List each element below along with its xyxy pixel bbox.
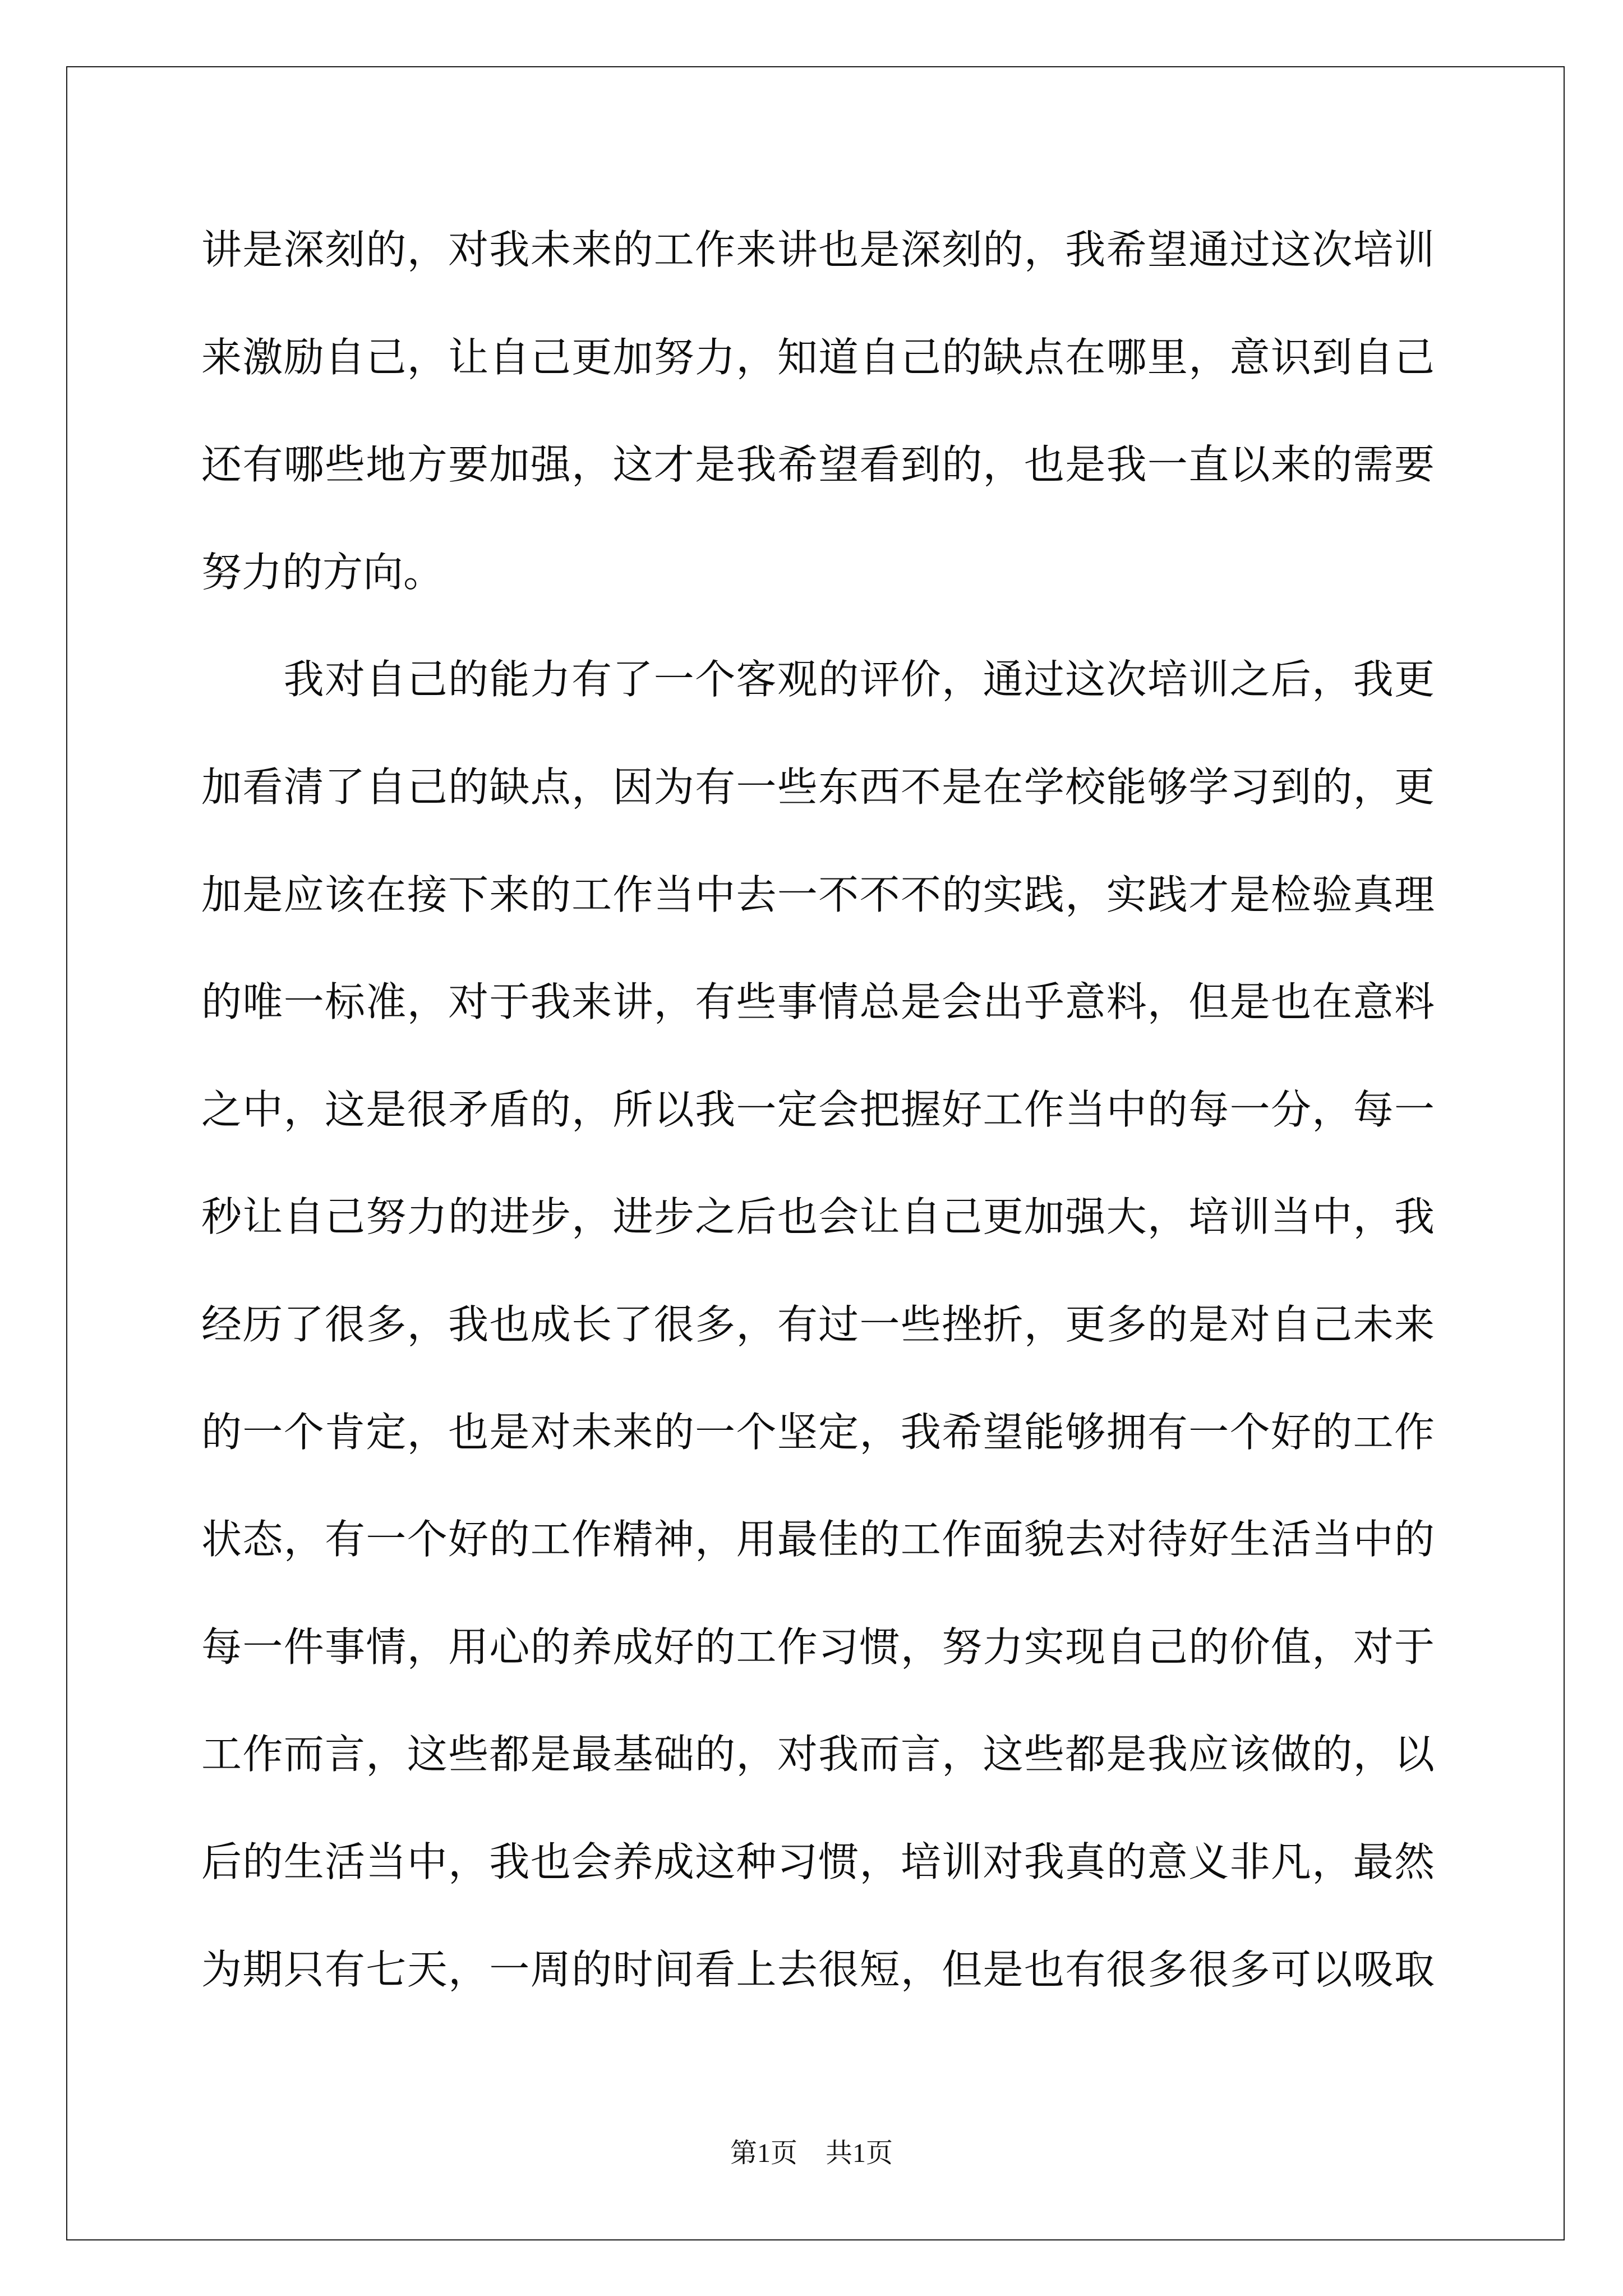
text-line: 为期只有七天，一周的时间看上去很短，但是也有很多很多可以吸取	[201, 1945, 1435, 1993]
page-footer	[0, 2137, 1623, 2170]
text-line: 经历了很多，我也成长了很多，有过一些挫折，更多的是对自己未来	[201, 1300, 1435, 1348]
text-line: 加看清了自己的缺点，因为有一些东西不是在学校能够学习到的，更	[201, 763, 1435, 811]
text-line: 还有哪些地方要加强，这才是我希望看到的，也是我一直以来的需要	[201, 441, 1435, 489]
paragraph	[201, 626, 1435, 2023]
text-line: 状态，有一个好的工作精神，用最佳的工作面貌去对待好生活当中的	[201, 1516, 1435, 1563]
paragraph	[201, 196, 1435, 626]
text-line: 努力的方向。	[201, 548, 444, 596]
text-line: 秒让自己努力的进步，进步之后也会让自己更加强大，培训当中，我	[201, 1193, 1435, 1241]
text-line: 之中，这是很矛盾的，所以我一定会把握好工作当中的每一分，每一	[201, 1085, 1435, 1133]
document-body	[201, 196, 1435, 2023]
text-line: 我对自己的能力有了一个客观的评价，通过这次培训之后，我更	[283, 656, 1435, 703]
page-number-label: 第1页	[730, 2138, 797, 2168]
text-line: 后的生活当中，我也会养成这种习惯，培训对我真的意义非凡，最然	[201, 1838, 1435, 1885]
text-line: 来激励自己，让自己更加努力，知道自己的缺点在哪里，意识到自己	[201, 333, 1435, 381]
text-line: 的唯一标准，对于我来讲，有些事情总是会出乎意料，但是也在意料	[201, 978, 1435, 1026]
page-total-label: 共1页	[826, 2138, 893, 2168]
text-line: 的一个肯定，也是对未来的一个坚定，我希望能够拥有一个好的工作	[201, 1408, 1435, 1456]
text-line: 每一件事情，用心的养成好的工作习惯，努力实现自己的价值，对于	[201, 1623, 1435, 1671]
text-line: 工作而言，这些都是最基础的，对我而言，这些都是我应该做的，以	[201, 1731, 1435, 1778]
text-line: 加是应该在接下来的工作当中去一不不不的实践，实践才是检验真理	[201, 871, 1435, 918]
text-line: 讲是深刻的，对我未来的工作来讲也是深刻的，我希望通过这次培训	[201, 226, 1435, 273]
